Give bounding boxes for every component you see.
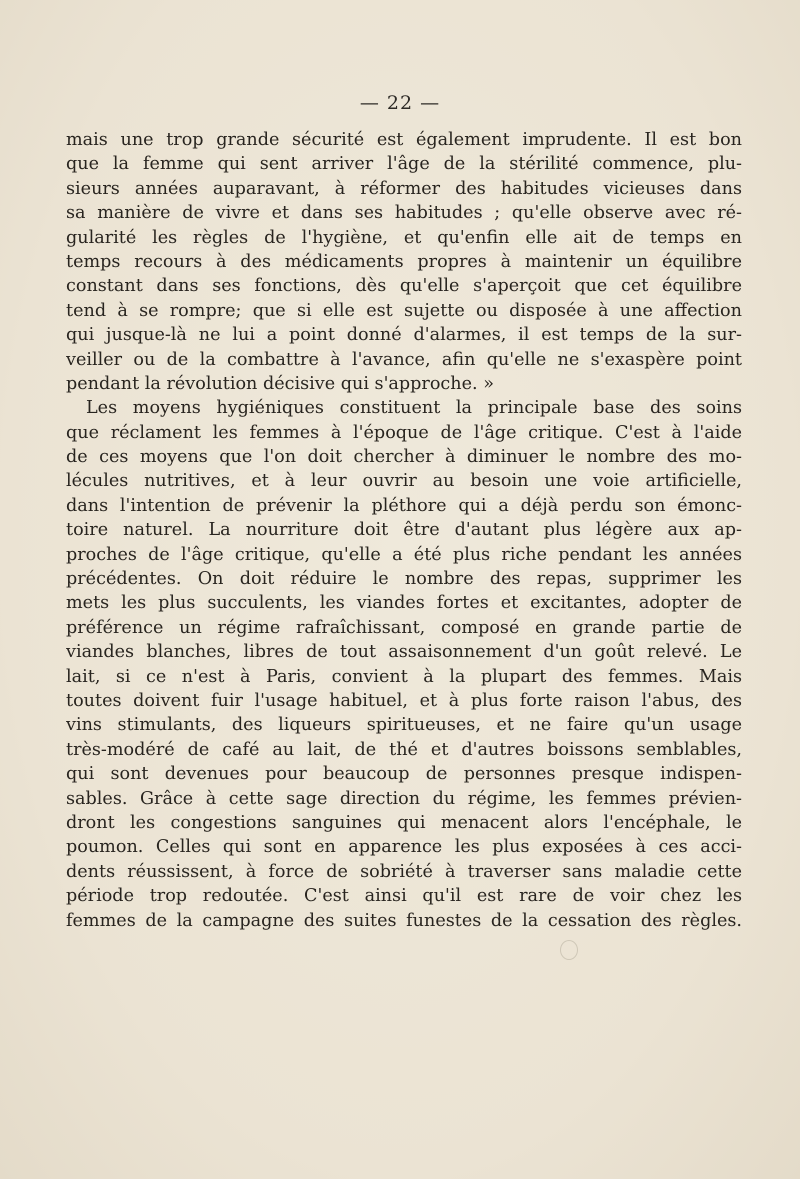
text-line: toire naturel. La nourriture doit être d'autant plus légère aux ap-	[66, 520, 742, 541]
text-line: précédentes. On doit réduire le nombre des repas, supprimer les	[66, 569, 742, 590]
text-line: qui jusque-là ne lui a point donné d'alarmes, il est temps de la sur-	[66, 325, 742, 346]
text-line: dans l'intention de prévenir la pléthore qui a déjà perdu son émonc-	[66, 495, 742, 516]
text-line: que réclament les femmes à l'époque de l'âge critique. C'est à l'aide	[66, 422, 742, 443]
text-line: dents réussissent, à force de sobriété à traverser sans maladie cette	[66, 861, 742, 882]
text-line: proches de l'âge critique, qu'elle a été plus riche pendant les années	[66, 544, 742, 565]
text-line: mais une trop grande sécurité est également imprudente. Il est bon	[66, 130, 742, 150]
text-line: gularité les règles de l'hygiène, et qu'enfin elle ait de temps en	[66, 227, 742, 248]
text-line: sa manière de vivre et dans ses habitudes ; qu'elle observe avec ré-	[66, 203, 742, 224]
text-line: que la femme qui sent arriver l'âge de la stérilité commence, plu-	[66, 154, 742, 175]
text-line: sieurs années auparavant, à réformer des habitudes vicieuses dans	[66, 178, 742, 199]
text-line: dront les congestions sanguines qui menacent alors l'encéphale, le	[66, 812, 742, 833]
text-line: préférence un régime rafraîchissant, composé en grande partie de	[66, 617, 742, 638]
text-line: poumon. Celles qui sont en apparence les plus exposées à ces acci-	[66, 837, 742, 858]
text-line: femmes de la campagne des suites funestes de la cessation des règles.	[66, 910, 742, 931]
text-line: toutes doivent fuir l'usage habituel, et à plus forte raison l'abus, des	[66, 690, 742, 711]
text-line: très-modéré de café au lait, de thé et d'autres boissons semblables,	[66, 739, 742, 760]
page-number: — 22 —	[359, 92, 441, 114]
text-line: sables. Grâce à cette sage direction du régime, les femmes prévien-	[66, 788, 742, 809]
text-line: tend à se rompre; que si elle est sujette ou disposée à une affection	[66, 300, 742, 321]
text-line: lécules nutritives, et à leur ouvrir au besoin une voie artificielle,	[66, 471, 742, 492]
text-line: période trop redoutée. C'est ainsi qu'il est rare de voir chez les	[66, 886, 742, 907]
text-line: vins stimulants, des liqueurs spiritueuses, et ne faire qu'un usage	[66, 715, 742, 736]
text-line: viandes blanches, libres de tout assaisonnement d'un goût relevé. Le	[66, 642, 742, 663]
text-line: veiller ou de la combattre à l'avance, afin qu'elle ne s'exaspère point	[66, 349, 742, 370]
text-line: qui sont devenues pour beaucoup de personnes presque indispen-	[66, 764, 742, 785]
text-line: constant dans ses fonctions, dès qu'elle s'aperçoit que cet équilibre	[66, 276, 742, 297]
text-line: temps recours à des médicaments propres à maintenir un équilibre	[66, 251, 742, 272]
body-text	[66, 128, 742, 933]
text-line: mets les plus succulents, les viandes fortes et excitantes, adopter de	[66, 593, 742, 614]
text-line: de ces moyens que l'on doit chercher à diminuer le nombre des mo-	[66, 447, 742, 468]
text-line: Les moyens hygiéniques constituent la principale base des soins	[86, 398, 742, 419]
text-line: pendant la révolution décisive qui s'approche. »	[66, 373, 494, 394]
paper-stain-mark	[560, 940, 578, 960]
text-line: lait, si ce n'est à Paris, convient à la plupart des femmes. Mais	[66, 666, 742, 687]
